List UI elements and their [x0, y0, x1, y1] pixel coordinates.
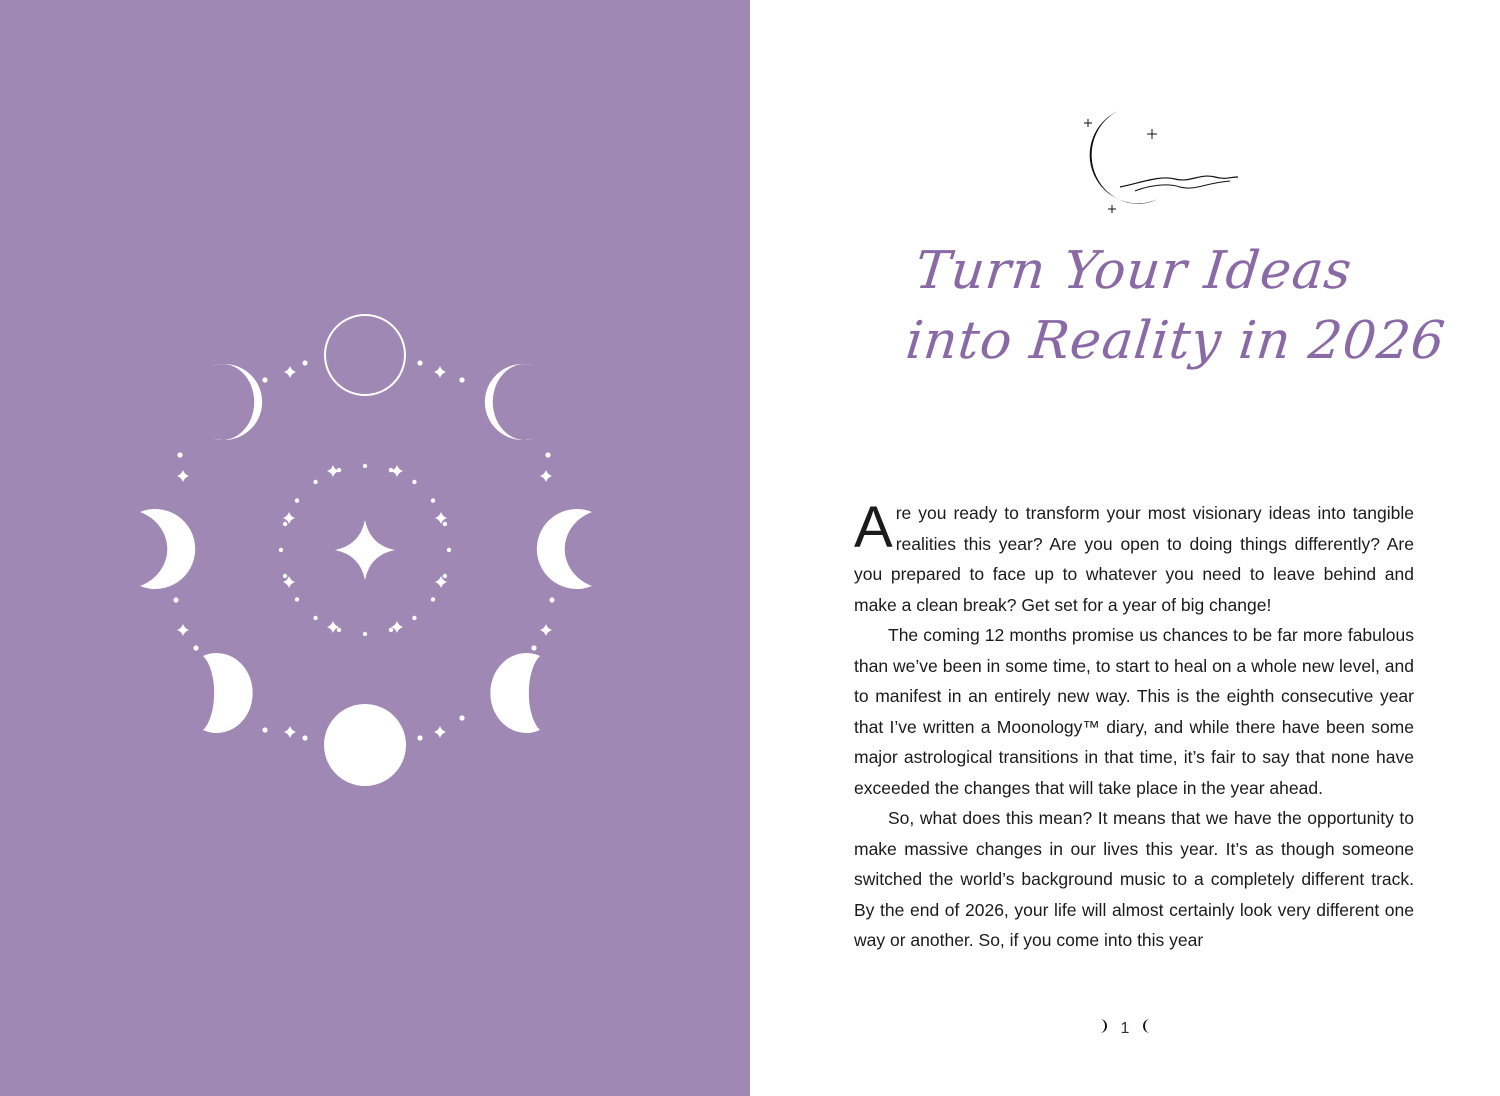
sparkle-star-icon	[177, 470, 189, 482]
crescent-moon-icon	[485, 364, 535, 440]
sparkle-star-icon	[327, 621, 339, 633]
page-folio	[750, 1018, 1500, 1039]
gibbous-moon-icon	[490, 653, 540, 733]
ring-dot	[363, 632, 367, 636]
ring-dot	[262, 727, 267, 732]
sparkle-star-icon	[335, 520, 395, 580]
sparkle-star-icon	[391, 621, 403, 633]
crescent-moon-icon	[537, 509, 592, 589]
waning-moon-icon	[1140, 1018, 1152, 1039]
paragraph-3: So, what does this mean? It means that we have the opportunity to make massive changes in our lives this year. It’s as though someone switched the world’s background music to a completely different track. By the end of 2026, your life will almost certainly look very different one way or another. So, if you come into this year	[854, 808, 1414, 950]
ring-dot	[459, 377, 464, 382]
ring-dot	[295, 597, 299, 601]
full-moon-icon	[324, 704, 406, 786]
right-page	[750, 0, 1500, 1096]
sparkle-star-icon	[540, 624, 552, 636]
ring-dot	[283, 522, 287, 526]
sparkle-star-icon	[434, 366, 446, 378]
page-title	[903, 236, 1449, 376]
ring-dot	[431, 597, 435, 601]
crescent-moon-icon	[140, 509, 195, 589]
title-line-2: into Reality in 2026	[903, 311, 1449, 371]
ring-dot	[193, 645, 198, 650]
ring-dot	[412, 480, 416, 484]
sparkle-star-icon	[434, 726, 446, 738]
ring-dot	[443, 522, 447, 526]
page-number: 1	[1120, 1019, 1130, 1037]
sparkle-star-icon	[177, 624, 189, 636]
ring-dot	[549, 597, 554, 602]
ring-dot	[417, 735, 422, 740]
ring-dot	[431, 498, 435, 502]
ring-dot	[417, 360, 422, 365]
sparkle-star-icon	[284, 366, 296, 378]
crescent-moon-icon	[212, 364, 262, 440]
new-moon-icon	[325, 315, 405, 395]
drop-cap: A	[854, 495, 893, 560]
title-line-1: Turn Your Ideas	[912, 241, 1356, 301]
body-text	[854, 495, 1414, 956]
ring-dot	[262, 377, 267, 382]
ring-dot	[302, 735, 307, 740]
ring-dot	[283, 574, 287, 578]
crescent-moon-with-stars-icon	[1080, 105, 1240, 220]
ring-dot	[177, 452, 182, 457]
ring-dot	[279, 548, 283, 552]
ring-dot	[531, 645, 536, 650]
paragraph-1	[854, 495, 1414, 620]
ring-dot	[389, 628, 393, 632]
ring-dot	[443, 574, 447, 578]
sparkle-star-icon	[327, 465, 339, 477]
ring-dot	[545, 452, 550, 457]
ring-dot	[295, 498, 299, 502]
ring-dot	[459, 715, 464, 720]
sparkle-star-icon	[391, 465, 403, 477]
ring-dot	[447, 548, 451, 552]
paragraph-2: The coming 12 months promise us chances to be far more fabulous than we’ve been in some time, to start to heal on a whole new level, and to manifest in an entirely new way. This is the eighth consecutive year that I’ve written a Moonology™ diary, and while there have been some major astrological transitions in that time, it’s fair to say that none have exceeded the changes that will take place in the year ahead.	[854, 625, 1414, 798]
waxing-moon-icon	[1098, 1018, 1110, 1039]
ring-dot	[313, 616, 317, 620]
ring-dot	[363, 464, 367, 468]
paragraph-1-text: re you ready to transform your most visionary ideas into tangible realities this year? Are you open to doing things differently? Are you prepared to face up to whatever you need to leave behind and make a clean break? Get set for a year of big change!	[854, 503, 1414, 615]
sparkle-star-icon	[540, 470, 552, 482]
ring-dot	[302, 360, 307, 365]
gibbous-moon-icon	[203, 653, 253, 733]
sparkle-star-icon	[284, 726, 296, 738]
ring-dot	[173, 597, 178, 602]
ring-dot	[412, 616, 416, 620]
ring-dot	[313, 480, 317, 484]
ring-dot	[337, 628, 341, 632]
